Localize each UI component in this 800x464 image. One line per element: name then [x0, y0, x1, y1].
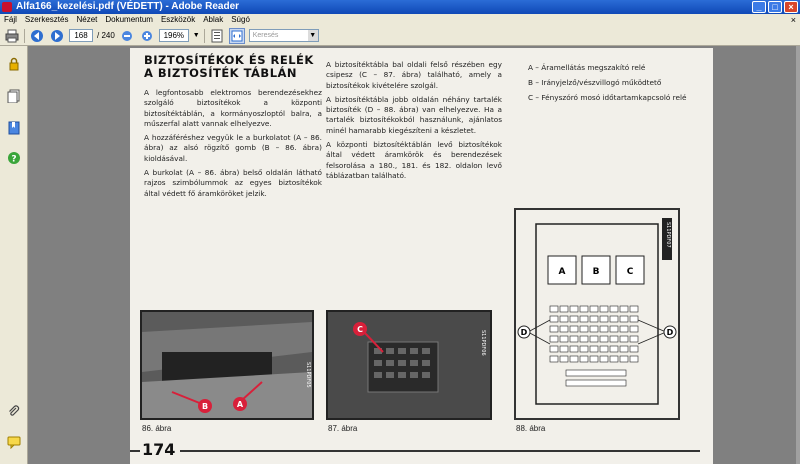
- next-page-icon[interactable]: [49, 28, 65, 44]
- document-view[interactable]: [28, 46, 800, 464]
- paragraph: A hozzáféréshez vegyük le a burkolatot (A – 86. ábra) az alsó rögzítő gomb (B – 86. ábra) kioldásával.: [144, 133, 322, 163]
- toolbar: [0, 26, 800, 46]
- page-number: 174: [142, 440, 176, 459]
- legend-item: B – Irányjelző/vészvillogó működtető: [528, 78, 662, 87]
- menu-bar: [0, 14, 800, 26]
- menu-document[interactable]: Dokumentum: [105, 15, 153, 24]
- attachment-icon[interactable]: [6, 404, 22, 420]
- fit-page-icon[interactable]: [209, 28, 225, 44]
- figure-87: [326, 310, 492, 420]
- figure-code: S11PDF06: [480, 330, 486, 356]
- menu-edit[interactable]: Szerkesztés: [24, 15, 69, 24]
- toolbar-separator: [24, 29, 25, 43]
- pages-icon[interactable]: [6, 88, 22, 104]
- print-icon[interactable]: [4, 28, 20, 44]
- paragraph: A központi biztosítéktáblán levő biztosítékok által védett áramkörök és berendezések felsorolása a 180., 181. és 182. oldalon levő táblázatban található.: [326, 140, 502, 180]
- menu-help[interactable]: Súgó: [231, 15, 250, 24]
- fuse-box-label: C: [626, 267, 634, 277]
- zoom-out-icon[interactable]: [119, 28, 135, 44]
- figure-code: S11PDF05: [305, 362, 311, 388]
- figure-86: [140, 310, 314, 420]
- legend-item: C – Fényszóró mosó időtartamkapcsoló relé: [528, 93, 687, 102]
- maximize-button[interactable]: □: [768, 1, 782, 13]
- legend: [528, 60, 708, 105]
- callout-label: C: [357, 325, 363, 334]
- zoom-dropdown-icon[interactable]: ▼: [192, 32, 200, 39]
- figure-86-illustration: [142, 312, 312, 418]
- pdf-page: [130, 48, 713, 464]
- page-number-input[interactable]: 168: [69, 29, 93, 42]
- window-titlebar: [0, 0, 800, 14]
- fuse-box-label: D: [666, 328, 674, 337]
- fuse-box-label: B: [592, 267, 600, 277]
- search-dropdown-icon[interactable]: ▼: [309, 32, 317, 39]
- menu-tools[interactable]: Eszközök: [160, 15, 196, 24]
- zoom-in-icon[interactable]: [139, 28, 155, 44]
- legend-item: A – Áramellátás megszakító relé: [528, 63, 646, 72]
- menu-file[interactable]: Fájl: [4, 15, 17, 24]
- footer-rule: [180, 450, 700, 452]
- figure-caption: 88. ábra: [516, 424, 546, 433]
- close-button[interactable]: ×: [784, 1, 798, 13]
- bookmarks-icon[interactable]: [6, 120, 22, 136]
- minimize-button[interactable]: _: [752, 1, 766, 13]
- lock-icon[interactable]: [6, 56, 22, 72]
- text-column-2: [326, 60, 502, 185]
- fuse-box-label: A: [558, 267, 566, 277]
- figure-88-diagram: [516, 210, 678, 418]
- zoom-level-input[interactable]: 196%: [159, 29, 189, 42]
- figure-code: S11PDF07: [665, 222, 671, 248]
- adobe-reader-icon: [2, 2, 12, 12]
- text-column-1: [144, 88, 322, 203]
- fuse-box-label: D: [520, 328, 528, 337]
- paragraph: A burkolat (A – 86. ábra) belső oldalán látható rajzos szimbólummok az egyes biztosítékok által védett fő áramköröket jelzik.: [144, 168, 322, 198]
- figure-caption: 86. ábra: [142, 424, 172, 433]
- figure-caption: 87. ábra: [328, 424, 358, 433]
- figure-88: [514, 208, 680, 420]
- menu-window[interactable]: Ablak: [203, 15, 224, 24]
- toolbar-separator: [204, 29, 205, 43]
- paragraph: A biztosítéktábla bal oldali felső részében egy csipesz (C – 87. ábra) található, amely a biztosítékok kivételére szolgál.: [326, 60, 502, 90]
- menu-view[interactable]: Nézet: [76, 15, 98, 24]
- svg-text:?: ?: [11, 154, 17, 165]
- window-title: Alfa166_kezelési.pdf (VÉDETT) - Adobe Reader: [16, 1, 240, 12]
- callout-label: B: [201, 402, 209, 411]
- vertical-scrollbar[interactable]: [796, 46, 800, 464]
- page-heading: BIZTOSÍTÉKOK ÉS RELÉK A BIZTOSÍTÉK TÁBLÁN: [144, 53, 314, 80]
- navigation-panel: [0, 46, 28, 464]
- help-icon[interactable]: [6, 150, 22, 166]
- paragraph: A biztosítéktábla jobb oldalán néhány tartalék biztosíték (D – 88. ábra) van elhelyezve. Ha a tartalék biztosítékokból használunk, ajánlatos minél hamarabb kiegészíteni a készletet.: [326, 94, 502, 135]
- figure-87-illustration: [328, 312, 490, 418]
- fit-width-icon[interactable]: [229, 28, 245, 44]
- previous-page-icon[interactable]: [29, 28, 45, 44]
- page-total: / 240: [97, 31, 115, 40]
- comments-icon[interactable]: [6, 434, 22, 450]
- paragraph: A legfontosabb elektromos berendezésekhez szolgáló biztosítékok a központi biztosítéktáblán, a kormányoszloptól balra, a műszerfal alatt vannak elhelyezve.: [144, 88, 322, 128]
- document-close-button[interactable]: ×: [790, 15, 796, 25]
- search-input[interactable]: Keresés ▼: [249, 29, 319, 42]
- page-footer: [130, 440, 713, 464]
- callout-label: A: [236, 400, 244, 409]
